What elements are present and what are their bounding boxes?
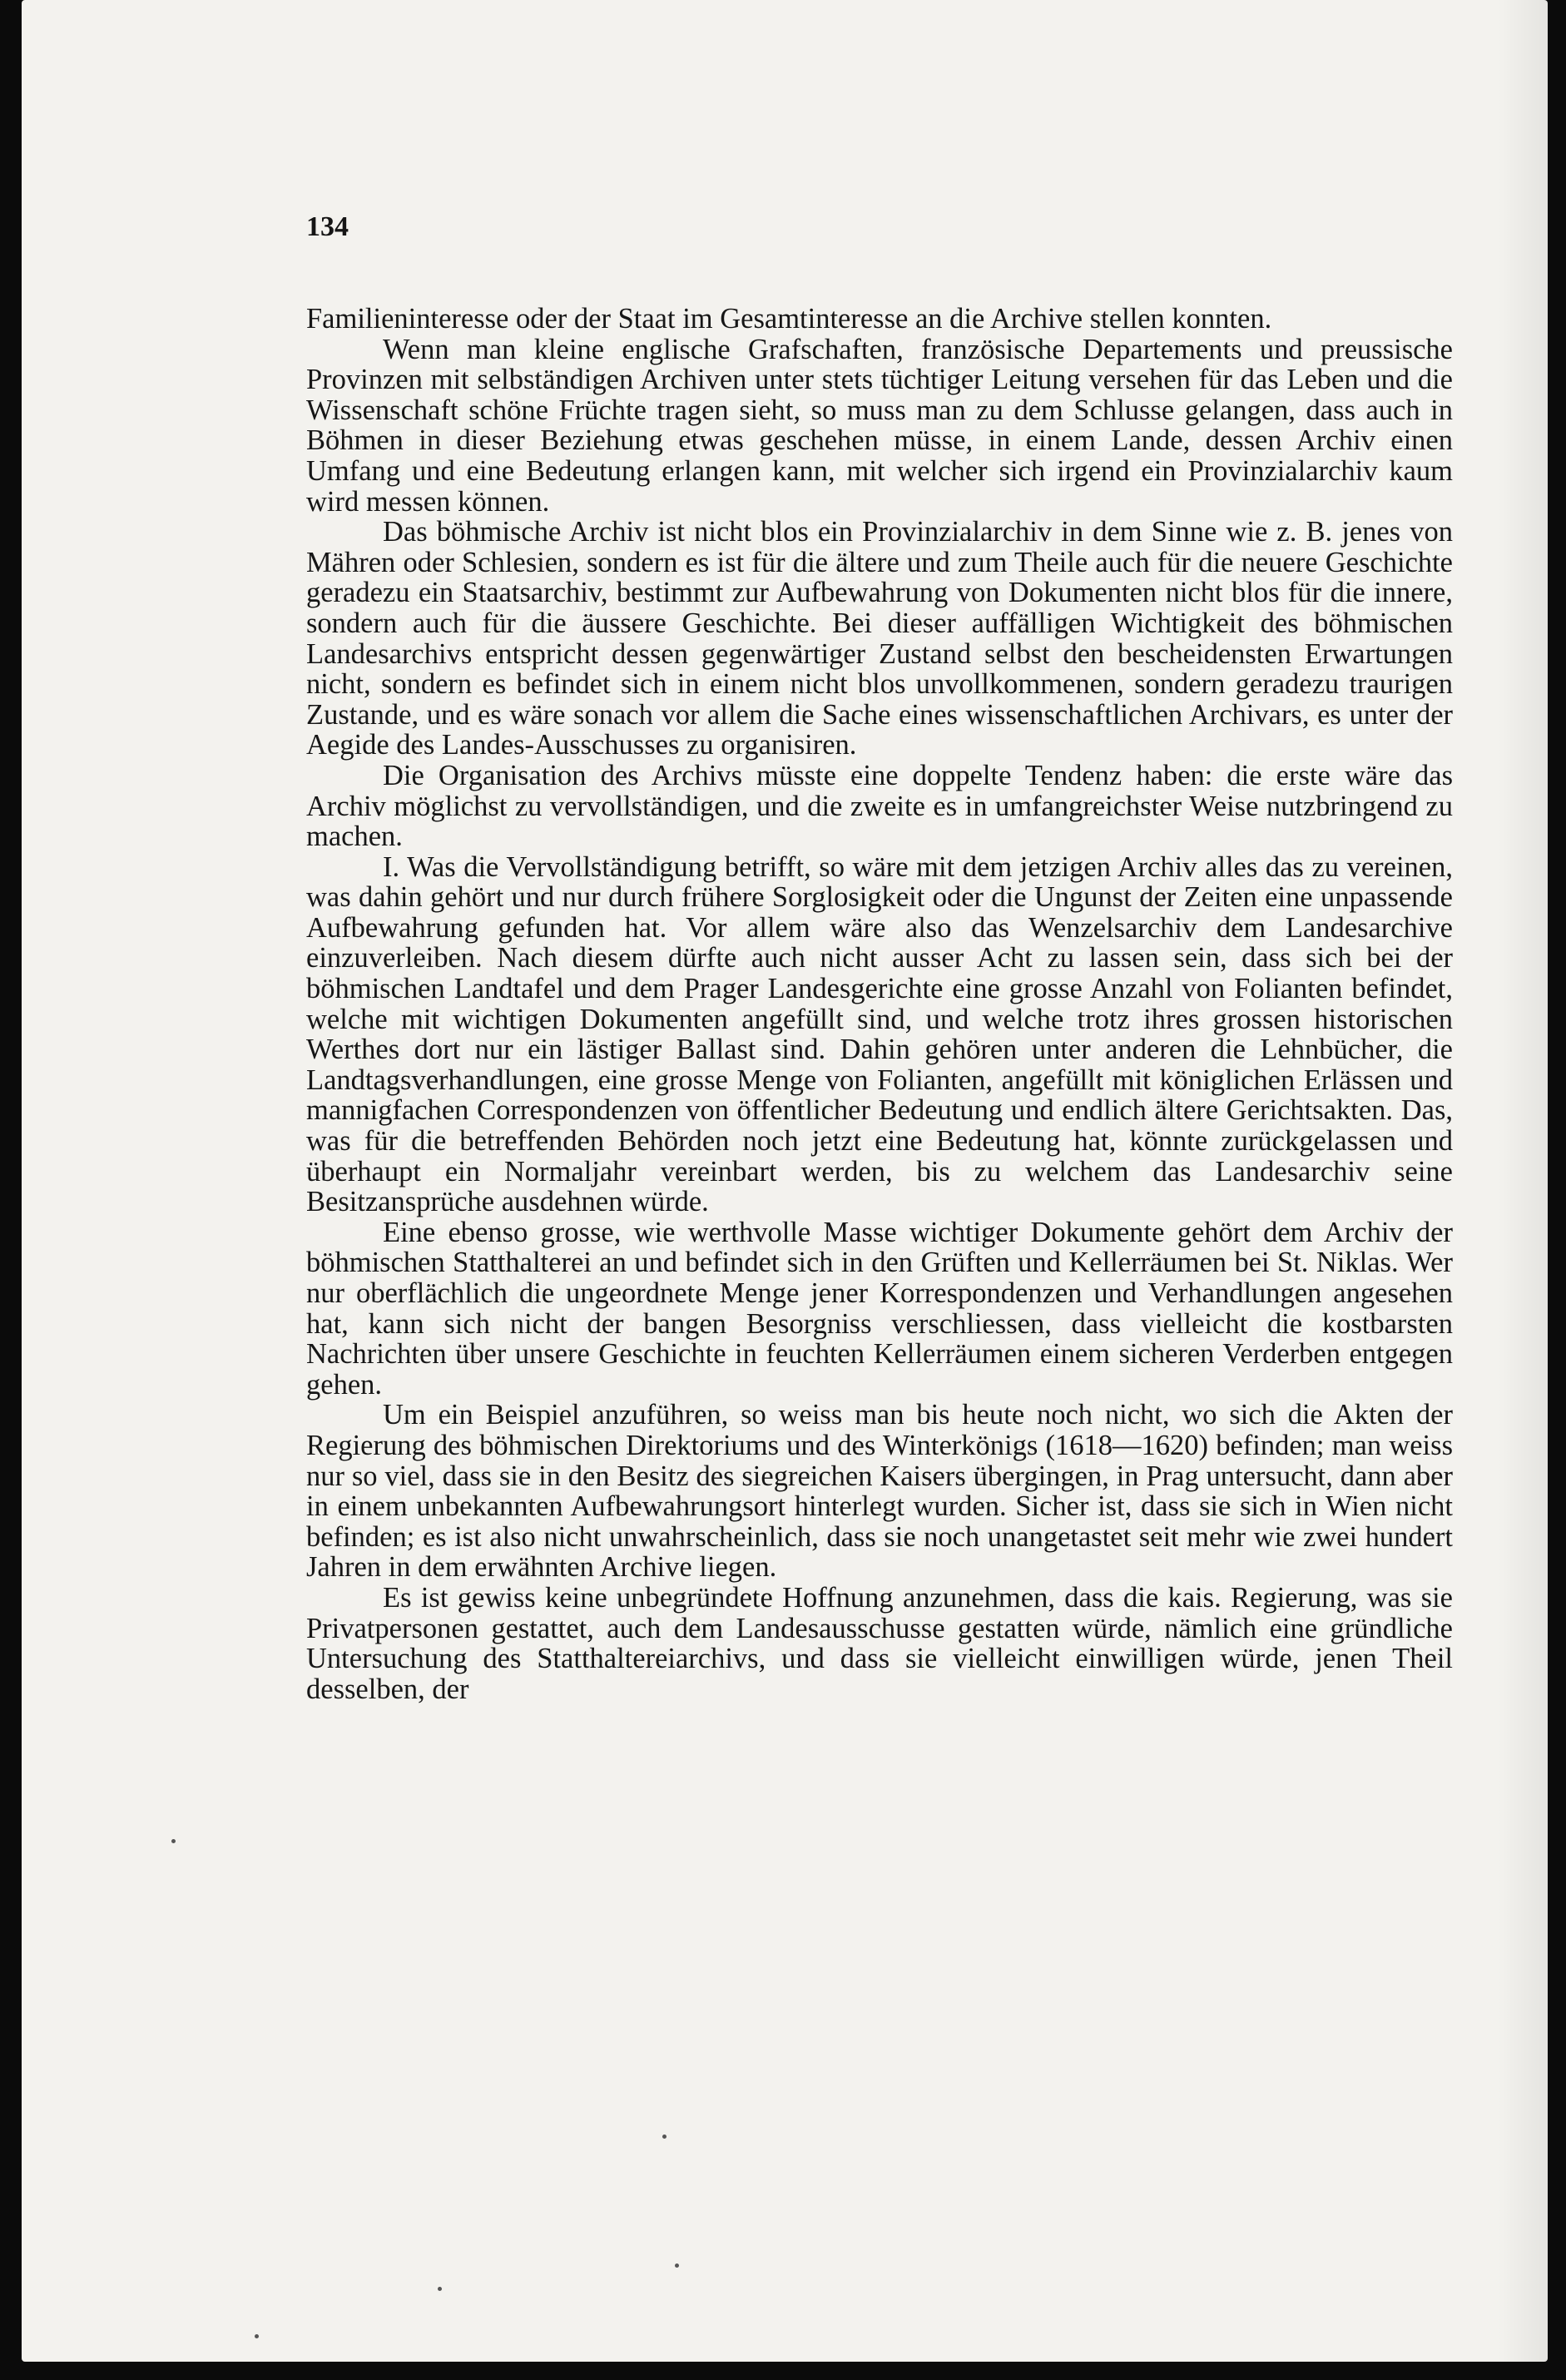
paragraph-4: Die Organisation des Archivs müsste eine doppelte Tendenz haben: die erste wäre das Archiv möglichst zu vervollständigen, und die zweite es in umfangreichster Weise nutzbringend zu machen. bbox=[306, 759, 1453, 853]
scan-speck bbox=[662, 2135, 667, 2139]
scan-speck bbox=[171, 1839, 176, 1843]
body-text bbox=[306, 304, 1453, 1704]
paragraph-7: Um ein Beispiel anzuführen, so weiss man bis heute noch nicht, wo sich die Akten der Regierung des böhmischen Direktoriums und des Winterkönigs (1618—1620) befinden; man weiss nur so viel, dass sie in den Besitz des siegreichen Kaisers übergingen, in Prag untersucht, dann aber in einem unbekannten Aufbewahrungsort hinterlegt wurden. Sicher ist, dass sie sich in Wien nicht befinden; es ist also nicht unwahrscheinlich, dass sie noch unangetastet seit mehr wie zwei hundert Jahren in dem erwähnten Archive liegen. bbox=[306, 1399, 1453, 1584]
scan-speck bbox=[675, 2263, 679, 2268]
paragraph-6: Eine ebenso grosse, wie werthvolle Masse wichtiger Dokumente gehört dem Archiv der böhmischen Statthalterei an und befindet sich in den Grüften und Kellerräumen bei St. Niklas. Wer nur oberflächlich die ungeordnete Menge jener Korrespondenzen und Verhandlungen angesehen hat, kann sich nicht der bangen Besorgniss verschliessen, dass vielleicht die kostbarsten Nachrichten über unsere Geschichte in feuchten Kellerräumen einem sicheren Verderben entgegen gehen. bbox=[306, 1216, 1453, 1401]
paragraph-8: Es ist gewiss keine unbegründete Hoffnung anzunehmen, dass die kais. Regierung, was sie Privatpersonen gestattet, auch dem Landesausschusse gestatten würde, nämlich eine gründliche Untersuchung des Statthaltereiarchivs, und dass sie vielleicht einwilligen würde, jenen Theil desselben, der bbox=[306, 1581, 1453, 1705]
page-number: 134 bbox=[306, 211, 349, 242]
paragraph-1: Familieninteresse oder der Staat im Gesamtinteresse an die Archive stellen konnten. bbox=[306, 303, 1272, 335]
paragraph-5: I. Was die Vervollständigung betrifft, so wäre mit dem jetzigen Archiv alles das zu vereinen, was dahin gehört und nur durch frühere Sorglosigkeit oder die Ungunst der Zeiten eine unpassende Aufbewahrung gefunden hat. Vor allem wäre also das Wenzelsarchiv dem Landesarchive einzuverleiben. Nach diesem dürfte auch nicht ausser Acht zu lassen sein, dass sich bei der böhmischen Landtafel und dem Prager Landesgerichte eine grosse Anzahl von Folianten befindet, welche mit wichtigen Dokumenten angefüllt sind, und welche trotz ihres grossen historischen Werthes dort nur ein lästiger Ballast sind. Dahin gehören unter anderen die Lehnbücher, die Landtagsverhandlungen, eine grosse Menge von Folianten, angefüllt mit königlichen Erlässen und mannigfachen Correspondenzen von öffentlicher Bedeutung und endlich ältere Gerichtsakten. Das, was für die betreffenden Behörden noch jetzt eine Bedeutung hat, könnte zurückgelassen und überhaupt ein Normaljahr vereinbart werden, bis zu welchem das Landesarchiv seine Besitzansprüche ausdehnen würde. bbox=[306, 850, 1453, 1218]
scan-speck bbox=[255, 2334, 259, 2338]
paragraph-3: Das böhmische Archiv ist nicht blos ein Provinzialarchiv in dem Sinne wie z. B. jenes von Mähren oder Schlesien, sondern es ist für die ältere und zum Theile auch für die neuere Geschichte geradezu ein Staatsarchiv, bestimmt zur Aufbewahrung von Dokumenten nicht blos für die innere, sondern auch für die äussere Geschichte. Bei dieser auffälligen Wichtigkeit des böhmischen Landesarchivs entspricht dessen gegenwärtiger Zustand selbst den bescheidensten Erwartungen nicht, sondern es befindet sich in einem nicht blos unvollkommenen, sondern geradezu traurigen Zustande, und es wäre sonach vor allem die Sache eines wissenschaftlichen Archivars, es unter der Aegide des Landes-Ausschusses zu organisiren. bbox=[306, 516, 1453, 761]
scan-speck bbox=[438, 2287, 442, 2291]
paragraph-2: Wenn man kleine englische Grafschaften, französische Departements und preussische Provinzen mit selbständigen Archiven unter stets tüchtiger Leitung versehen für das Leben und die Wissenschaft schöne Früchte tragen sieht, so muss man zu dem Schlusse gelangen, dass auch in Böhmen in dieser Beziehung etwas geschehen müsse, in einem Lande, dessen Archiv einen Umfang und eine Bedeutung erlangen kann, mit welcher sich irgend ein Provinzialarchiv kaum wird messen können. bbox=[306, 333, 1453, 518]
scanned-page bbox=[22, 0, 1548, 2362]
